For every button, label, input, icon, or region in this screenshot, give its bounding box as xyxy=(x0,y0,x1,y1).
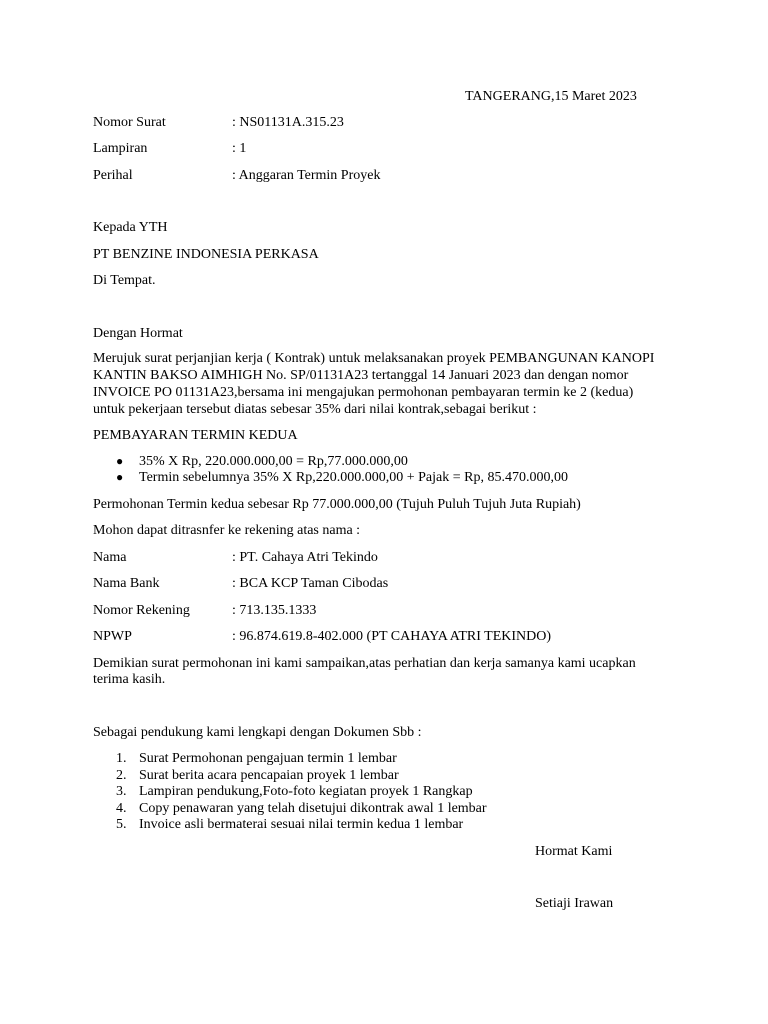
addressee-line-3: Di Tempat. xyxy=(93,273,156,288)
bullet-icon: ● xyxy=(116,470,124,484)
addressee-line-2: PT BENZINE INDONESIA PERKASA xyxy=(93,247,319,262)
bank-value-nama: : PT. Cahaya Atri Tekindo xyxy=(232,550,378,565)
transfer-intro: Mohon dapat ditrasnfer ke rekening atas nama : xyxy=(93,523,361,538)
list-number: 4. xyxy=(116,801,127,816)
bank-label-nama: Nama xyxy=(93,550,127,565)
meta-value-nomor-surat: : NS01131A.315.23 xyxy=(232,115,344,130)
signature-name: Setiaji Irawan xyxy=(535,896,614,911)
bullet-icon: ● xyxy=(116,454,124,468)
place-date: TANGERANG,15 Maret 2023 xyxy=(465,89,637,104)
meta-label-lampiran: Lampiran xyxy=(93,141,148,156)
meta-value-perihal: : Anggaran Termin Proyek xyxy=(232,168,381,183)
docs-intro: Sebagai pendukung kami lengkapi dengan Dokumen Sbb : xyxy=(93,725,422,740)
list-number: 3. xyxy=(116,784,127,799)
addressee-line-1: Kepada YTH xyxy=(93,220,168,235)
meta-label-nomor-surat: Nomor Surat xyxy=(93,115,166,130)
bank-label-nama-bank: Nama Bank xyxy=(93,576,160,591)
payment-heading: PEMBAYARAN TERMIN KEDUA xyxy=(93,428,298,443)
list-number: 5. xyxy=(116,817,127,832)
doc-list-item: Invoice asli bermaterai sesuai nilai termin kedua 1 lembar xyxy=(139,817,464,832)
bank-label-nomor-rekening: Nomor Rekening xyxy=(93,603,190,618)
signature-closing: Hormat Kami xyxy=(535,844,613,859)
intro-line: untuk pekerjaan tersebut diatas sebesar 35% dari nilai kontrak,sebagai berikut : xyxy=(93,402,537,417)
intro-line: Merujuk surat perjanjian kerja ( Kontrak) untuk melaksanakan proyek PEMBANGUNAN KANOPI xyxy=(93,351,655,366)
doc-list-item: Surat Permohonan pengajuan termin 1 lembar xyxy=(139,751,397,766)
greeting: Dengan Hormat xyxy=(93,326,183,341)
list-number: 1. xyxy=(116,751,127,766)
bank-value-npwp: : 96.874.619.8-402.000 (PT CAHAYA ATRI TEKINDO) xyxy=(232,629,552,644)
bank-value-nomor-rekening: : 713.135.1333 xyxy=(232,603,317,618)
request-line: Permohonan Termin kedua sebesar Rp 77.000.000,00 (Tujuh Puluh Tujuh Juta Rupiah) xyxy=(93,497,581,512)
doc-list-item: Lampiran pendukung,Foto-foto kegiatan proyek 1 Rangkap xyxy=(139,784,473,799)
list-number: 2. xyxy=(116,768,127,783)
closing-line: Demikian surat permohonan ini kami sampaikan,atas perhatian dan kerja samanya kami ucapkan xyxy=(93,656,636,671)
intro-line: INVOICE PO 01131A23,bersama ini mengajukan permohonan pembayaran termin ke 2 (kedua) xyxy=(93,385,634,400)
closing-line: terima kasih. xyxy=(93,672,166,687)
payment-item: Termin sebelumnya 35% X Rp,220.000.000,00 + Pajak = Rp, 85.470.000,00 xyxy=(139,470,568,485)
intro-line: KANTIN BAKSO AIMHIGH No. SP/01131A23 tertanggal 14 Januari 2023 dan dengan nomor xyxy=(93,368,629,383)
meta-value-lampiran: : 1 xyxy=(232,141,247,156)
meta-label-perihal: Perihal xyxy=(93,168,133,183)
doc-list-item: Copy penawaran yang telah disetujui dikontrak awal 1 lembar xyxy=(139,801,487,816)
doc-list-item: Surat berita acara pencapaian proyek 1 lembar xyxy=(139,768,399,783)
bank-value-nama-bank: : BCA KCP Taman Cibodas xyxy=(232,576,389,591)
payment-item: 35% X Rp, 220.000.000,00 = Rp,77.000.000,00 xyxy=(139,454,408,469)
bank-label-npwp: NPWP xyxy=(93,629,132,644)
